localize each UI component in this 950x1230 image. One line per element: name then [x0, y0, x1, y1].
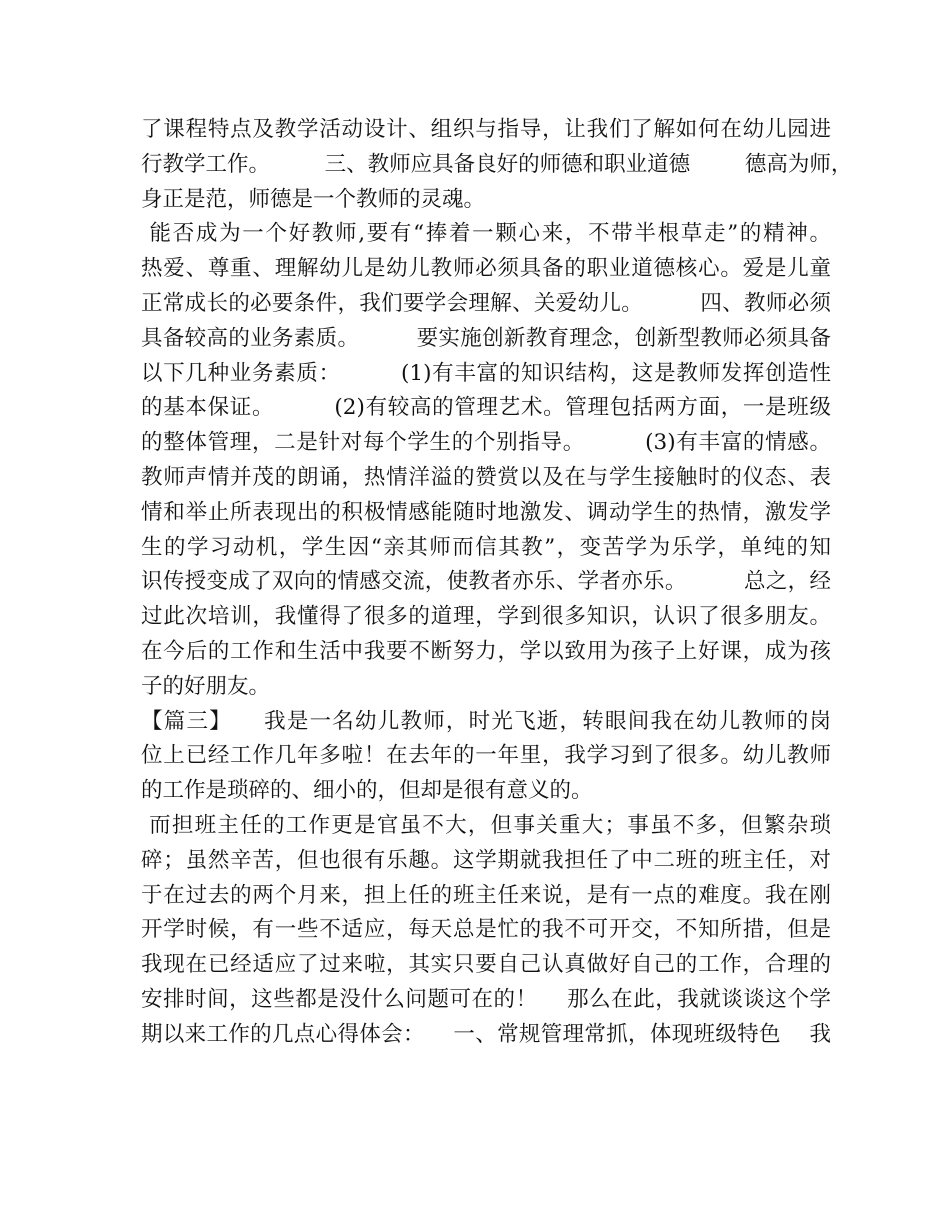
text-line: 情和举止所表现出的积极情感能随时地激发、调动学生的热情，激发学: [141, 499, 831, 525]
text-line: 生的学习动机，学生因“亲其师而信其教”，变苦学为乐学，单纯的知: [141, 534, 831, 560]
text-line: 行教学工作。 三、教师应具备良好的师德和职业道德 德高为师，: [141, 151, 853, 177]
text-line: 教师声情并茂的朗诵，热情洋溢的赞赏以及在与学生接触时的仪态、表: [141, 464, 831, 490]
text-line: 以下几种业务素质： (1)有丰富的知识结构，这是教师发挥创造性: [141, 360, 831, 386]
text-line: 碎；虽然辛苦，但也很有乐趣。这学期就我担任了中二班的班主任，对: [141, 847, 831, 873]
text-line: 【篇三】 我是一名幼儿教师，时光飞逝，转眼间我在幼儿教师的岗: [141, 708, 831, 734]
text-line: 的工作是琐碎的、细小的，但却是很有意义的。: [141, 778, 593, 804]
text-line: 期以来工作的几点心得体会： 一、常规管理常抓，体现班级特色 我: [141, 1021, 831, 1047]
text-line: 位上已经工作几年多啦！在去年的一年里，我学习到了很多。幼儿教师: [141, 743, 831, 769]
text-line: 了课程特点及教学活动设计、组织与指导，让我们了解如何在幼儿园进: [141, 117, 831, 142]
text-line: 身正是范，师德是一个教师的灵魂。: [141, 186, 486, 212]
text-line: 子的好朋友。: [141, 673, 271, 699]
text-line: 识传授变成了双向的情感交流，使教者亦乐、学者亦乐。 总之，经: [141, 569, 831, 595]
text-line: 过此次培训，我懂得了很多的道理，学到很多知识，认识了很多朋友。: [141, 604, 831, 630]
text-line: 于在过去的两个月来，担上任的班主任来说，是有一点的难度。我在刚: [141, 882, 831, 908]
text-line: 而担班主任的工作更是官虽不大，但事关重大；事虽不多，但繁杂琐: [141, 812, 831, 838]
body-text: [141, 113, 853, 1053]
text-line: 我现在已经适应了过来啦，其实只要自己认真做好自己的工作，合理的: [141, 952, 831, 978]
text-line: 的基本保证。 (2)有较高的管理艺术。管理包括两方面，一是班级: [141, 395, 831, 421]
text-line: 的整体管理，二是针对每个学生的个别指导。 (3)有丰富的情感。: [141, 430, 831, 456]
text-line: 开学时候，有一些不适应，每天总是忙的我不可开交，不知所措，但是: [141, 917, 831, 943]
text-line: 在今后的工作和生活中我要不断努力，学以致用为孩子上好课，成为孩: [141, 638, 831, 664]
text-line: 能否成为一个好教师,要有“捧着一颗心来，不带半根草走”的精神。: [141, 221, 831, 247]
text-line: 具备较高的业务素质。 要实施创新教育理念，创新型教师必须具备: [141, 325, 831, 351]
text-line: 正常成长的必要条件，我们要学会理解、关爱幼儿。 四、教师必须: [141, 290, 831, 316]
text-line: 安排时间，这些都是没什么问题可在的！ 那么在此，我就谈谈这个学: [141, 986, 831, 1012]
text-line: 热爱、尊重、理解幼儿是幼儿教师必须具备的职业道德核心。爱是儿童: [141, 256, 831, 282]
